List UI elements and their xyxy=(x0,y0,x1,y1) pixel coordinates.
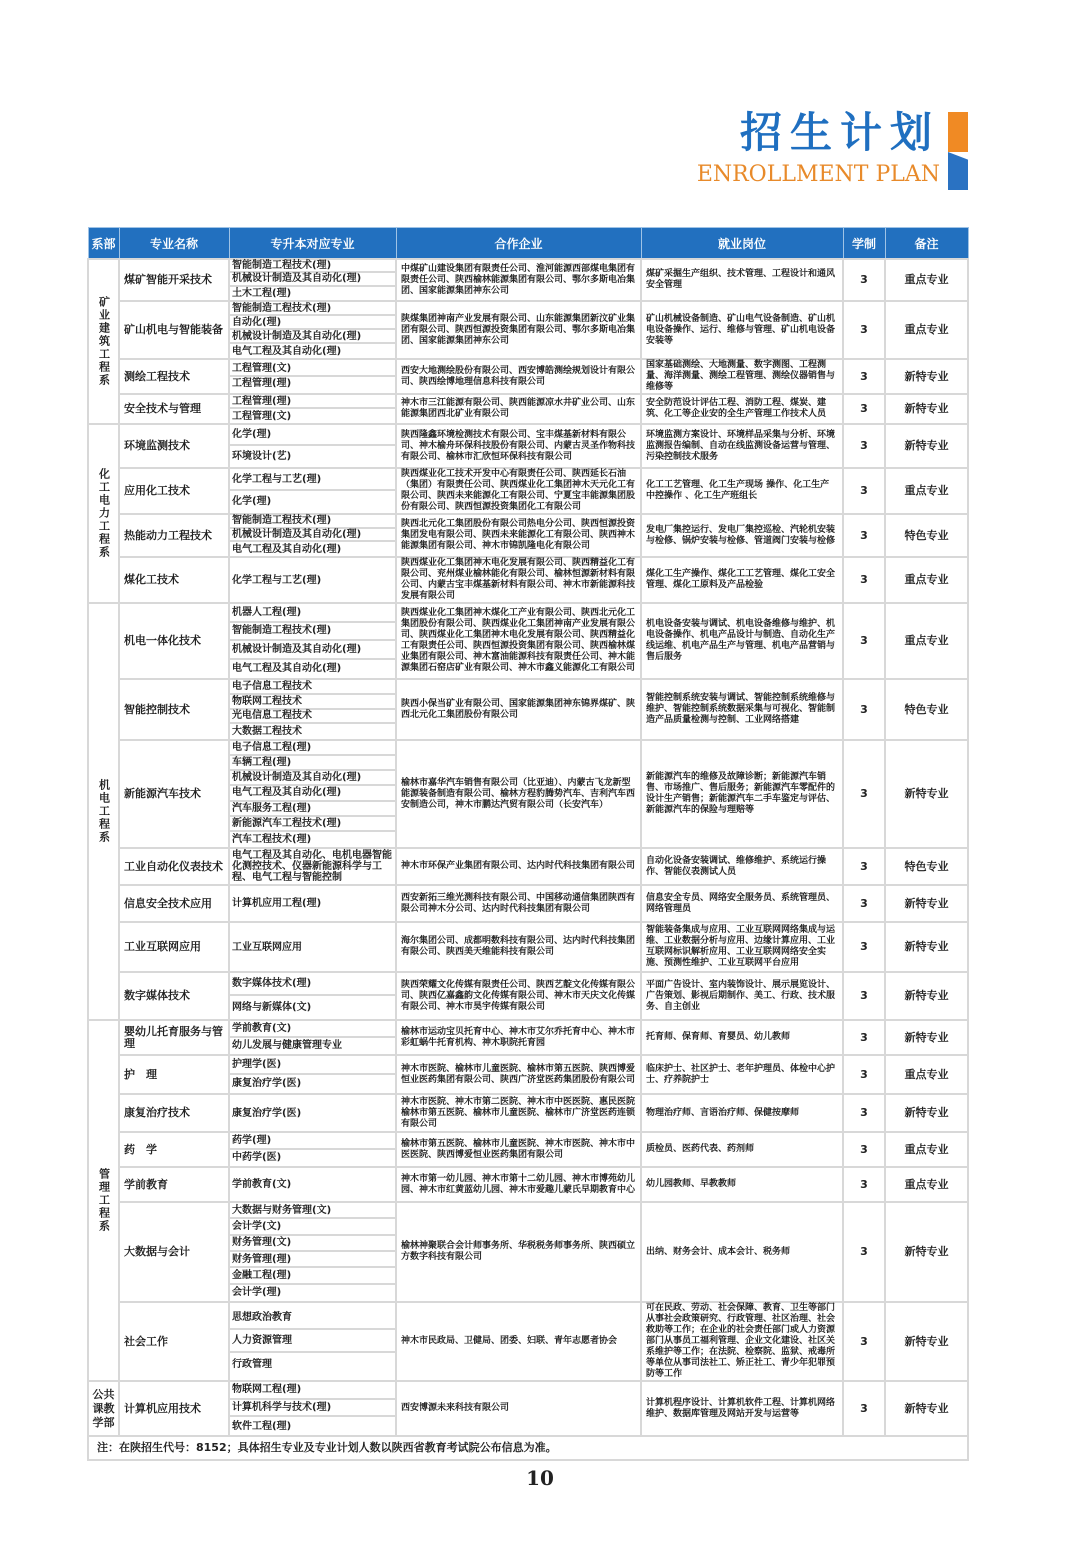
upgrade-major-item: 康复治疗学(医) xyxy=(232,1107,302,1119)
footnote-row xyxy=(88,1436,968,1460)
upgrade-major-item: 自动化(理) xyxy=(230,316,395,330)
major-name: 康复治疗技术 xyxy=(119,1094,229,1132)
partner-companies: 榆林市嘉华汽车销售有限公司（比亚迪）、内蒙古飞龙新型能源装备制造有限公司、榆林方程豹腾势汽车、吉利汽车西安制造公司，神木市鹏达汽贸有限公司（长安汽车） xyxy=(396,740,641,848)
upgrade-major-item: 智能制造工程技术(理) xyxy=(230,302,395,316)
major-remark: 重点专业 xyxy=(885,557,968,603)
job-positions: 新能源汽车的维修及故障诊断；新能源汽车销售、市场推广、售后服务；新能源汽车零配件的设计生产销售；新能源汽车二手车鉴定与评估、新能源汽车的保险与理赔等 xyxy=(641,740,843,848)
upgrade-majors xyxy=(229,301,396,359)
job-positions: 环境监测方案设计、环境样品采集与分析、环境监测报告编制、自动在线监测设备运营与管理、污染控制技术服务 xyxy=(641,424,843,468)
upgrade-major-item: 汽车服务工程(理) xyxy=(230,802,395,817)
upgrade-major-item: 中药学(医) xyxy=(232,1152,282,1164)
partner-companies: 神木市医院、榆林市儿童医院、榆林市第五医院、陕西博爱恒业医药集团有限公司、陕西广济堂医药集团股份有限公司 xyxy=(396,1055,641,1094)
upgrade-major-item: 财务管理(理) xyxy=(230,1252,395,1268)
partner-companies: 榆林市第五医院、榆林市儿童医院、神木市医院、神木市中医医院、陕西博爱恒业医药集团有限公司 xyxy=(396,1132,641,1167)
upgrade-major-item: 人力资源管理 xyxy=(230,1330,395,1353)
major-name: 智能控制技术 xyxy=(119,679,229,740)
upgrade-major-item: 土木工程(理) xyxy=(232,287,292,299)
major-name: 新能源汽车技术 xyxy=(119,740,229,848)
upgrade-major-item: 新能源汽车工程技术(理) xyxy=(230,817,395,832)
partner-companies: 西安大地测绘股份有限公司、西安博皓测绘规划设计有限公司、陕西绘博地理信息科技有限公司 xyxy=(396,359,641,394)
upgrade-majors xyxy=(229,514,396,557)
partner-companies: 神木市环保产业集团有限公司、达内时代科技集团有限公司 xyxy=(396,848,641,885)
study-years: 3 xyxy=(843,1302,885,1381)
upgrade-major-item: 化学(理) xyxy=(232,496,272,507)
upgrade-major-item: 工程管理(理) xyxy=(230,395,395,409)
job-positions: 托育师、保育师、育婴员、幼儿教师 xyxy=(641,1020,843,1055)
upgrade-majors xyxy=(229,259,396,301)
major-name: 社会工作 xyxy=(119,1302,229,1381)
major-name: 应用化工技术 xyxy=(119,468,229,514)
column-header: 就业岗位 xyxy=(641,228,843,260)
upgrade-major-item: 机械设计制造及其自动化(理) xyxy=(230,771,395,786)
partner-companies: 中煤矿山建设集团有限责任公司、淮河能源西部煤电集团有限责任公司、陕西榆林能源集团有限公司、鄂尔多斯电冶集团、国家能源集团神东公司 xyxy=(396,259,641,301)
upgrade-major-item: 药学(理) xyxy=(230,1133,395,1150)
enrollment-table xyxy=(87,227,969,1461)
job-positions: 矿山机械设备制造、矿山电气设备制造、矿山机电设备操作、运行、维修与管理、矿山机电设备安装等 xyxy=(641,301,843,359)
upgrade-majors xyxy=(229,468,396,514)
partner-companies: 陕西荣耀文化传媒有限责任公司、陕西艺靛文化传媒有限公司、陕西亿嘉鑫韵文化传媒有限公司、神木市天庆文化传媒有限公司、神木市昊宇传媒有限公司 xyxy=(396,972,641,1020)
upgrade-major-item: 机器人工程(理) xyxy=(230,604,395,623)
table-row xyxy=(88,514,968,557)
column-header: 专业名称 xyxy=(119,228,229,260)
major-remark: 特色专业 xyxy=(885,848,968,885)
job-positions: 发电厂集控运行、发电厂集控巡检、汽轮机安装与检修、锅炉安装与检修、管道阀门安装与检修 xyxy=(641,514,843,557)
upgrade-major-item: 会计学(文) xyxy=(230,1219,395,1235)
upgrade-major-item: 网络与新媒体(文) xyxy=(232,1002,312,1013)
partner-companies: 海尔集团公司、成都明数科技有限公司、达内时代科技集团有限公司、陕西美天维能科技有限公司 xyxy=(396,922,641,972)
job-positions: 幼儿园教师、早教教师 xyxy=(641,1167,843,1202)
major-name: 护 理 xyxy=(119,1055,229,1094)
table-row xyxy=(88,1020,968,1055)
column-header: 专升本对应专业 xyxy=(229,228,396,260)
upgrade-major-item: 机械设计制造及其自动化(理) xyxy=(230,529,395,543)
upgrade-major-item: 财务管理(文) xyxy=(230,1236,395,1252)
partner-companies: 西安博源未来科技有限公司 xyxy=(396,1381,641,1436)
table-row xyxy=(88,557,968,603)
upgrade-major-item: 幼儿发展与健康管理专业 xyxy=(232,1040,342,1052)
upgrade-major-item: 机械设计制造及其自动化(理) xyxy=(230,330,395,344)
upgrade-majors xyxy=(229,359,396,394)
partner-companies: 榆林市运动宝贝托育中心、神木市艾尔乔托育中心、神木市彩虹蜗牛托育机构、神木职院托育园 xyxy=(396,1020,641,1055)
table-row xyxy=(88,424,968,468)
job-positions: 可在民政、劳动、社会保障、教育、卫生等部门从事社会政策研究、行政管理、社区治理、社会救助等工作；在企业的社会责任部门或人力资源部门从事员工福利管理、企业文化建设、社区关系维护等工作；在法院、检察院、监狱、戒毒所等单位从事司法社工、矫正社工、青少年犯罪预防等工作 xyxy=(641,1302,843,1381)
upgrade-major-item: 机械设计制造及其自动化(理) xyxy=(230,641,395,660)
column-header: 合作企业 xyxy=(396,228,641,260)
job-positions: 物理治疗师、言语治疗师、保健按摩师 xyxy=(641,1094,843,1132)
table-row xyxy=(88,1167,968,1202)
upgrade-major-item: 电气工程及其自动化、电机电器智能化测控技术、仪器新能源科学与工程、电气工程与智能控制 xyxy=(232,850,392,883)
study-years: 3 xyxy=(843,1055,885,1094)
study-years: 3 xyxy=(843,394,885,424)
partner-companies: 神木市民政局、卫健局、团委、妇联、青年志愿者协会 xyxy=(396,1302,641,1381)
major-name: 矿山机电与智能装备 xyxy=(119,301,229,359)
upgrade-majors xyxy=(229,394,396,424)
major-remark: 重点专业 xyxy=(885,1167,968,1202)
major-name: 工业自动化仪表技术 xyxy=(119,848,229,885)
major-name: 煤化工技术 xyxy=(119,557,229,603)
job-positions: 国家基础测绘、大地测量、数字测图、工程测量、海洋测量、测绘工程管理、测绘仪器销售与维修等 xyxy=(641,359,843,394)
upgrade-major-item: 智能制造工程技术(理) xyxy=(230,623,395,642)
upgrade-majors xyxy=(229,922,396,972)
table-row xyxy=(88,468,968,514)
upgrade-major-item: 思想政治教育 xyxy=(230,1308,395,1331)
job-positions: 机电设备安装与调试、机电设备维修与维护、机电设备操作、机电产品设计与制造、自动化生产线运维、机电产品生产与管理、机电产品营销与售后服务 xyxy=(641,603,843,679)
study-years: 3 xyxy=(843,424,885,468)
department-cell: 矿业建筑工程系 xyxy=(88,259,119,424)
study-years: 3 xyxy=(843,1020,885,1055)
upgrade-major-item: 机械设计制造及其自动化(理) xyxy=(230,273,395,286)
study-years: 3 xyxy=(843,740,885,848)
upgrade-major-item: 汽车工程技术(理) xyxy=(232,833,312,845)
study-years: 3 xyxy=(843,885,885,922)
department-cell: 机电工程系 xyxy=(88,603,119,1020)
upgrade-major-item: 工程管理(文) xyxy=(230,363,395,377)
upgrade-major-item: 大数据与财务管理(文) xyxy=(230,1203,395,1219)
column-header: 备注 xyxy=(885,228,968,260)
table-row xyxy=(88,603,968,679)
table-row xyxy=(88,922,968,972)
major-name: 煤矿智能开采技术 xyxy=(119,259,229,301)
upgrade-majors xyxy=(229,740,396,848)
table-row xyxy=(88,885,968,922)
upgrade-major-item: 行政管理 xyxy=(232,1358,272,1370)
major-name: 婴幼儿托育服务与管理 xyxy=(119,1020,229,1055)
upgrade-major-item: 电气工程及其自动化(理) xyxy=(232,543,342,555)
upgrade-majors xyxy=(229,1020,396,1055)
job-positions: 信息安全专员、网络安全服务员、系统管理员、网络管理员 xyxy=(641,885,843,922)
upgrade-major-item: 物联网工程(理) xyxy=(230,1382,395,1400)
upgrade-major-item: 环境设计(艺) xyxy=(232,451,292,462)
table-row xyxy=(88,359,968,394)
job-positions: 临床护士、社区护士、老年护理员、体检中心护士、疗养院护士 xyxy=(641,1055,843,1094)
major-name: 信息安全技术应用 xyxy=(119,885,229,922)
upgrade-majors xyxy=(229,679,396,740)
major-remark: 新特专业 xyxy=(885,424,968,468)
partner-companies: 陕煤集团神南产业发展有限公司、山东能源集团新汶矿业集团有限公司、陕西恒源投资集团有限公司、鄂尔多斯电冶集团、国家能源集团神东公司 xyxy=(396,301,641,359)
upgrade-major-item: 护理学(医) xyxy=(230,1056,395,1075)
partner-companies: 陕西小保当矿业有限公司、国家能源集团神东锦界煤矿、陕西北元化工集团股份有限公司 xyxy=(396,679,641,740)
major-name: 测绘工程技术 xyxy=(119,359,229,394)
job-positions: 煤化工生产操作、煤化工工艺管理、煤化工安全管理、煤化工原料及产品检验 xyxy=(641,557,843,603)
major-remark: 新特专业 xyxy=(885,885,968,922)
study-years: 3 xyxy=(843,848,885,885)
upgrade-major-item: 电气工程及其自动化(理) xyxy=(232,663,342,675)
table-row xyxy=(88,972,968,1020)
upgrade-majors xyxy=(229,1302,396,1381)
upgrade-major-item: 化学(理) xyxy=(230,425,395,446)
major-remark: 新特专业 xyxy=(885,394,968,424)
major-remark: 新特专业 xyxy=(885,1202,968,1302)
major-remark: 新特专业 xyxy=(885,1020,968,1055)
upgrade-major-item: 学前教育(文) xyxy=(232,1179,292,1190)
major-name: 热能动力工程技术 xyxy=(119,514,229,557)
upgrade-major-item: 电气工程及其自动化(理) xyxy=(230,786,395,801)
study-years: 3 xyxy=(843,1202,885,1302)
department-cell: 化工电力工程系 xyxy=(88,424,119,603)
table-row xyxy=(88,394,968,424)
department-cell: 管理工程系 xyxy=(88,1020,119,1381)
upgrade-major-item: 计算机应用工程(理) xyxy=(232,898,322,909)
upgrade-major-item: 电子信息工程技术 xyxy=(230,680,395,695)
partner-companies: 神木市第一幼儿园、神木市第十二幼儿园、神木市博苑幼儿园、神木市红黄蓝幼儿园、神木市爱趣儿蒙氏早期教育中心 xyxy=(396,1167,641,1202)
major-name: 大数据与会计 xyxy=(119,1202,229,1302)
major-remark: 新特专业 xyxy=(885,1381,968,1436)
table-row xyxy=(88,679,968,740)
job-positions: 煤矿采掘生产组织、技术管理、工程设计和通风安全管理 xyxy=(641,259,843,301)
upgrade-majors xyxy=(229,557,396,603)
table-row xyxy=(88,301,968,359)
upgrade-major-item: 智能制造工程技术(理) xyxy=(230,515,395,529)
major-remark: 重点专业 xyxy=(885,603,968,679)
upgrade-major-item: 学前教育(文) xyxy=(230,1021,395,1038)
study-years: 3 xyxy=(843,468,885,514)
study-years: 3 xyxy=(843,1094,885,1132)
upgrade-major-item: 智能制造工程技术(理) xyxy=(230,260,395,273)
major-name: 安全技术与管理 xyxy=(119,394,229,424)
major-name: 计算机应用技术 xyxy=(119,1381,229,1436)
column-header: 系部 xyxy=(88,228,119,260)
table-row xyxy=(88,740,968,848)
table-row xyxy=(88,1381,968,1436)
job-positions: 平面广告设计、室内装饰设计、展示展览设计、广告策划、影视后期制作、美工、行政、技术服务、自主创业 xyxy=(641,972,843,1020)
upgrade-major-item: 工程管理(文) xyxy=(232,410,292,422)
study-years: 3 xyxy=(843,603,885,679)
upgrade-major-item: 电气工程及其自动化(理) xyxy=(232,345,342,357)
upgrade-major-item: 工业互联网应用 xyxy=(232,941,302,953)
upgrade-major-item: 数字媒体技术(理) xyxy=(230,973,395,996)
major-remark: 新特专业 xyxy=(885,359,968,394)
upgrade-major-item: 化学工程与工艺(理) xyxy=(230,470,395,491)
upgrade-major-item: 会计学(理) xyxy=(232,1287,282,1299)
upgrade-majors xyxy=(229,1132,396,1167)
major-remark: 新特专业 xyxy=(885,1094,968,1132)
table-row xyxy=(88,259,968,301)
upgrade-majors xyxy=(229,424,396,468)
job-positions: 安全防范设计评估工程、消防工程、煤炭、建筑、化工等企业安的全生产管理工作技术人员 xyxy=(641,394,843,424)
partner-companies: 陕西煤业化工集团神木煤化工产业有限公司、陕西北元化工集团股份有限公司、陕西煤业化工集团神南产业发展有限公司、陕西煤业化工集团神木电化发展有限公司、陕西精益化工有限责任公司、陕西恒源投资集团有限公司、陕西榆林煤业集团有限公司、神木富油能源科技有限责任公司、神木能源集团石窑店矿业有限公司、神木市鑫义能源化工有限公司 xyxy=(396,603,641,679)
upgrade-majors xyxy=(229,1055,396,1094)
partner-companies: 西安新拓三维光测科技有限公司、中国移动通信集团陕西有限公司神木分公司、达内时代科技集团有限公司 xyxy=(396,885,641,922)
table-header-row xyxy=(88,228,968,260)
major-remark: 重点专业 xyxy=(885,1132,968,1167)
upgrade-major-item: 光电信息工程技术 xyxy=(230,710,395,725)
job-positions: 化工工艺管理、化工生产现场 操作、化工生产中控操作 、化工生产班组长 xyxy=(641,468,843,514)
major-remark: 重点专业 xyxy=(885,468,968,514)
major-remark: 重点专业 xyxy=(885,301,968,359)
partner-companies: 陕西隆鑫环境检测技术有限公司、宝丰煤基新材料有限公司、神木榆舟环保科技股份有限公司、内蒙古灵圣作物科技有限公司、榆林市汇欣恒环保科技有限公司 xyxy=(396,424,641,468)
job-positions: 智能装备集成与应用、工业互联网网络集成与运维、工业数据分析与应用、边缘计算应用、工业互联网标识解析应用、工业互联网网络安全实施、预测性维护、工业互联网平台应用 xyxy=(641,922,843,972)
study-years: 3 xyxy=(843,1132,885,1167)
table-row xyxy=(88,1202,968,1302)
partner-companies: 陕西北元化工集团股份有限公司热电分公司、陕西恒源投资集团发电有限公司、陕西未来能源化工有限公司、陕西神木能源集团有限公司、神木市锦凯隆电化有限公司 xyxy=(396,514,641,557)
upgrade-majors xyxy=(229,848,396,885)
upgrade-major-item: 计算机科学与技术(理) xyxy=(230,1400,395,1418)
partner-companies: 榆林神聚联合会计师事务所、华税税务师事务所、陕西硕立方数字科技有限公司 xyxy=(396,1202,641,1302)
footnote: 注：在陕招生代号：8152；具体招生专业及专业计划人数以陕西省教育考试院公布信息为准。 xyxy=(88,1436,968,1460)
upgrade-majors xyxy=(229,972,396,1020)
major-remark: 特色专业 xyxy=(885,514,968,557)
upgrade-major-item: 工程管理(理) xyxy=(232,378,292,389)
job-positions: 出纳、财务会计、成本会计、税务师 xyxy=(641,1202,843,1302)
upgrade-major-item: 康复治疗学(医) xyxy=(232,1078,302,1090)
upgrade-major-item: 大数据工程技术 xyxy=(232,726,302,738)
partner-companies: 神木市三江能源有限公司、陕西能源凉水井矿业公司、山东能源集团西北矿业有限公司 xyxy=(396,394,641,424)
study-years: 3 xyxy=(843,679,885,740)
major-name: 环境监测技术 xyxy=(119,424,229,468)
column-header: 学制 xyxy=(843,228,885,260)
title-en: ENROLLMENT PLAN xyxy=(696,162,940,187)
title-cn: 招生计划 xyxy=(739,108,940,157)
upgrade-major-item: 电子信息工程(理) xyxy=(230,741,395,756)
major-remark: 新特专业 xyxy=(885,1302,968,1381)
page-number: 10 xyxy=(526,1466,554,1490)
major-remark: 特色专业 xyxy=(885,679,968,740)
partner-companies: 神木市医院、神木市第二医院、神木市中医医院、惠民医院榆林市第五医院、榆林市儿童医院、榆林市广济堂医药连锁有限公司 xyxy=(396,1094,641,1132)
major-name: 学前教育 xyxy=(119,1167,229,1202)
major-name: 机电一体化技术 xyxy=(119,603,229,679)
study-years: 3 xyxy=(843,922,885,972)
major-remark: 重点专业 xyxy=(885,259,968,301)
department-cell: 公共课教学部 xyxy=(88,1381,119,1436)
job-positions: 计算机程序设计、计算机软件工程、计算机网络维护、数据库管理及网站开发与运营等 xyxy=(641,1381,843,1436)
major-remark: 重点专业 xyxy=(885,1055,968,1094)
major-name: 药 学 xyxy=(119,1132,229,1167)
major-name: 工业互联网应用 xyxy=(119,922,229,972)
upgrade-majors xyxy=(229,885,396,922)
study-years: 3 xyxy=(843,557,885,603)
study-years: 3 xyxy=(843,1167,885,1202)
upgrade-majors xyxy=(229,1381,396,1436)
study-years: 3 xyxy=(843,359,885,394)
table-row xyxy=(88,1302,968,1381)
upgrade-major-item: 车辆工程(理) xyxy=(230,756,395,771)
job-positions: 质检员、医药代表、药剂师 xyxy=(641,1132,843,1167)
table-row xyxy=(88,1094,968,1132)
header-accent-bar xyxy=(948,112,968,190)
page-header xyxy=(697,108,940,190)
partner-companies: 陕西煤业化工集团神木电化发展有限公司、陕西精益化工有限公司、兖州煤业榆林能化有限公司、榆林恒源新材料有限公司、内蒙古宝丰煤基新材料有限公司、神木市新能源科技发展有限公司 xyxy=(396,557,641,603)
upgrade-majors xyxy=(229,603,396,679)
table-row xyxy=(88,1132,968,1167)
partner-companies: 陕西煤业化工技术开发中心有限责任公司、陕西延长石油（集团）有限责任公司、陕西煤业化工集团神木天元化工有限公司、陕西未来能源化工有限公司、宁夏宝丰能源集团股份有限公司、陕西恒源投资集团化工有限公司 xyxy=(396,468,641,514)
upgrade-major-item: 软件工程(理) xyxy=(232,1420,292,1432)
study-years: 3 xyxy=(843,1381,885,1436)
table-row xyxy=(88,848,968,885)
upgrade-majors xyxy=(229,1202,396,1302)
study-years: 3 xyxy=(843,259,885,301)
study-years: 3 xyxy=(843,972,885,1020)
study-years: 3 xyxy=(843,301,885,359)
major-remark: 新特专业 xyxy=(885,972,968,1020)
major-remark: 新特专业 xyxy=(885,922,968,972)
major-remark: 新特专业 xyxy=(885,740,968,848)
upgrade-majors xyxy=(229,1167,396,1202)
upgrade-majors xyxy=(229,1094,396,1132)
study-years: 3 xyxy=(843,514,885,557)
table-row xyxy=(88,1055,968,1094)
job-positions: 智能控制系统安装与调试、智能控制系统维修与维护、智能控制系统数据采集与可视化、智能制造产品质量检测与控制、工业网络搭建 xyxy=(641,679,843,740)
upgrade-major-item: 物联网工程技术 xyxy=(230,695,395,710)
upgrade-major-item: 化学工程与工艺(理) xyxy=(232,574,322,586)
upgrade-major-item: 金融工程(理) xyxy=(230,1268,395,1284)
major-name: 数字媒体技术 xyxy=(119,972,229,1020)
job-positions: 自动化设备安装调试、维修维护、系统运行操作、智能仪表测试人员 xyxy=(641,848,843,885)
